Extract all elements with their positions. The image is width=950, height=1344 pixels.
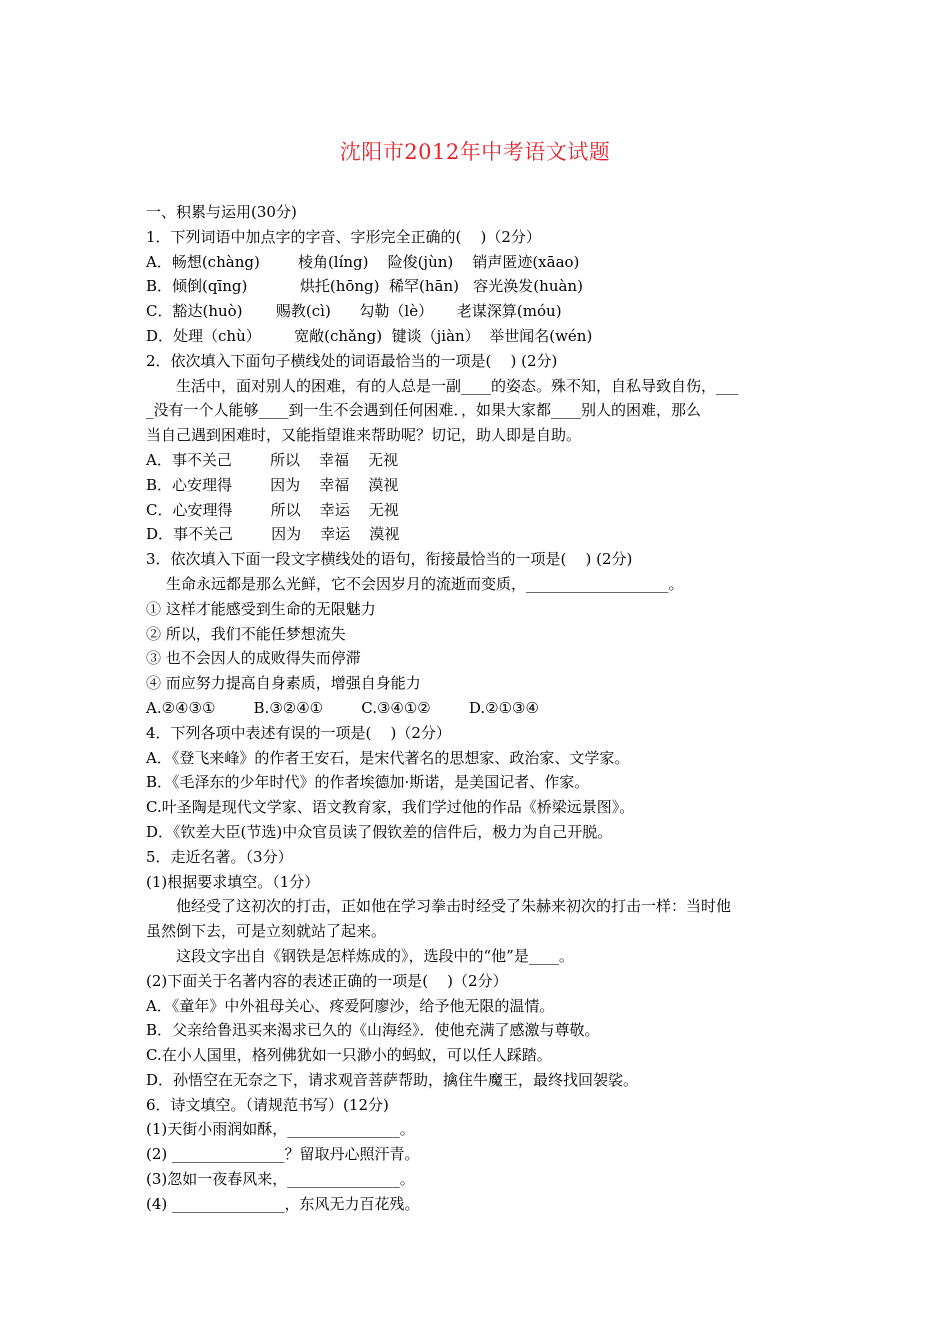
document-title: 沈阳市2012年中考语文试题	[339, 140, 611, 164]
question-3-sentence-1: ① 这样才能感受到生命的无限魅力	[146, 599, 376, 618]
question-6-item-2: (2) _______________？留取丹心照汗青。	[146, 1145, 420, 1164]
question-2-option-d: D．事不关己 因为 幸运 漠视	[146, 525, 400, 544]
section-heading: 一、积累与运用(30分)	[146, 203, 297, 221]
question-2-passage-line: 当自己遇到困难时，又能指望谁来帮助呢？切记，助人即是自助。	[146, 426, 582, 445]
question-5-passage-line: 虽然倒下去，可是立刻就站了起来。	[146, 922, 387, 941]
question-4-option-c: C.叶圣陶是现代文学家、语文教育家，我们学过他的作品《桥梁远景图》。	[146, 798, 635, 817]
question-5-fill-blank: 这段文字出自《钢铁是怎样炼成的》，选段中的“他”是____。	[176, 946, 574, 965]
question-5-option-d: D．孙悟空在无奈之下，请求观音菩萨帮助，擒住牛魔王，最终找回袈裟。	[146, 1070, 639, 1089]
question-5-option-a: A．《童年》中外祖母关心、疼爱阿廖沙，给予他无限的温情。	[146, 996, 555, 1015]
question-3-stem: 3．依次填入下面一段文字横线处的语句，衔接最恰当的一项是( ) (2分)	[146, 550, 633, 569]
question-1-option-a: A．畅想(chàng) 棱角(líng) 险俊(jùn) 销声匿迹(xāao)	[146, 252, 580, 271]
exam-content	[146, 200, 826, 1217]
question-3-sentence-4: ④ 而应努力提高自身素质，增强自身能力	[146, 674, 421, 693]
question-1-option-c: C．豁达(huò) 赐教(cì) 勾勒（lè） 老谋深算(móu)	[146, 302, 562, 321]
question-3-passage: 生命永远都是那么光鲜，它不会因岁月的流逝而变质，___________________。	[166, 574, 684, 593]
question-2-passage-line: _没有一个人能够____到一生不会遇到任何困难．，如果大家都____别人的困难，那么	[146, 401, 702, 420]
question-5-part-2: (2)下面关于名著内容的表述正确的一项是( )（2分）	[146, 971, 508, 990]
question-5-option-c: C.在小人国里，格列佛犹如一只渺小的蚂蚁，可以任人踩踏。	[146, 1046, 552, 1065]
question-6-item-1: (1)天街小雨润如酥，_______________。	[146, 1120, 415, 1139]
question-3-options: A.②④③① B.③②④① C.③④①② D.②①③④	[146, 698, 539, 717]
question-4-option-a: A．《登飞来峰》的作者王安石，是宋代著名的思想家、政治家、文学家。	[146, 748, 630, 767]
question-6-item-3: (3)忽如一夜春风来，_______________。	[146, 1170, 415, 1189]
question-1-stem: 1．下列词语中加点字的字音、字形完全正确的( )（2分）	[146, 227, 541, 246]
question-4-stem: 4．下列各项中表述有误的一项是( )（2分）	[146, 723, 451, 742]
question-4-option-d: D．《钦差大臣(节选)中众官员读了假钦差的信件后，极力为自己开脱。	[146, 822, 613, 841]
question-6-stem: 6．诗文填空。（请规范书写）(12分)	[146, 1095, 389, 1114]
question-2-passage-line: 生活中，面对别人的困难，有的人总是一副____的姿态。殊不知，自私导致自伤，___	[176, 376, 739, 395]
question-4-option-b: B．《毛泽东的少年时代》的作者埃德加·斯诺，是美国记者、作家。	[146, 773, 590, 792]
question-2-option-a: A．事不关己 所以 幸福 无视	[146, 450, 399, 469]
question-5-option-b: B．父亲给鲁迅买来渴求已久的《山海经》．使他充满了感激与尊敬。	[146, 1021, 600, 1040]
question-2-option-b: B．心安理得 因为 幸福 漠视	[146, 475, 399, 494]
question-5-stem: 5．走近名著。（3分）	[146, 847, 293, 866]
question-2-stem: 2．依次填入下面句子横线处的词语最恰当的一项是( ) (2分)	[146, 351, 558, 370]
question-3-sentence-3: ③ 也不会因人的成败得失而停滞	[146, 649, 361, 668]
question-6-item-4: (4) _______________，东风无力百花残。	[146, 1194, 420, 1213]
question-1-option-b: B．倾倒(qīng) 烘托(hōng) 稀罕(hān) 容光涣发(huàn)	[146, 277, 583, 296]
question-5-passage-line: 他经受了这初次的打击，正如他在学习拳击时经受了朱赫来初次的打击一样：当时他	[176, 897, 732, 916]
question-2-option-c: C．心安理得 所以 幸运 无视	[146, 500, 399, 519]
question-3-sentence-2: ② 所以，我们不能任梦想流失	[146, 624, 346, 643]
question-1-option-d: D．处理（chù） 宽敞(chǎng) 键谈（jiàn） 举世闻名(wén)	[146, 326, 593, 345]
question-5-part-1: (1)根据要求填空。（1分）	[146, 872, 320, 891]
